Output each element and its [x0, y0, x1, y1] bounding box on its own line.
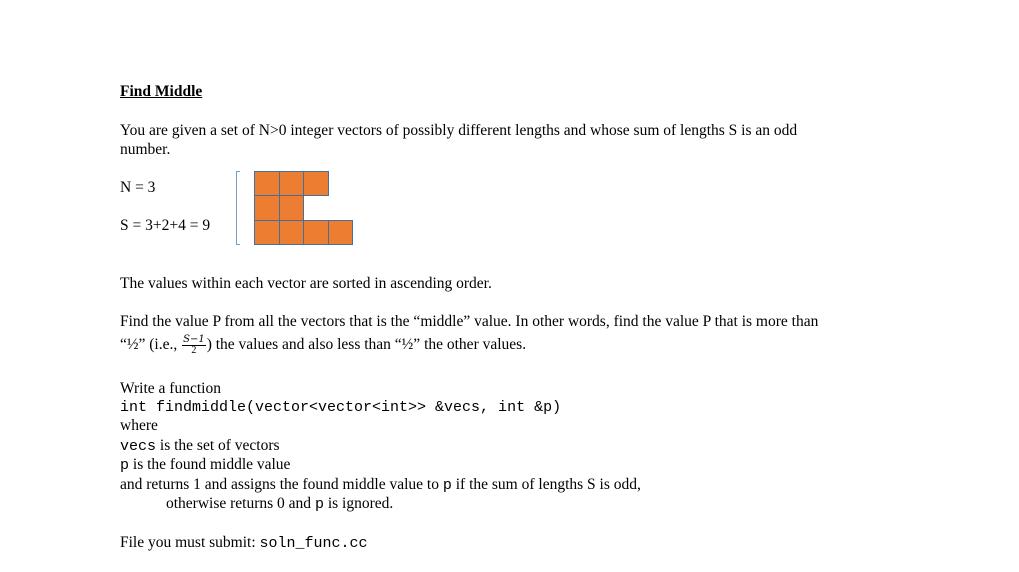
returns-start: and returns 1 and assigns the found middle value to — [120, 476, 443, 493]
vector-3-cell — [254, 220, 280, 245]
otherwise-description — [166, 494, 393, 514]
returns-description — [120, 475, 641, 495]
vector-3-cell — [303, 220, 329, 245]
vector-1-cell — [254, 171, 280, 196]
submit-line — [120, 533, 368, 553]
p-desc: is the found middle value — [129, 456, 291, 473]
fraction-denominator: 2 — [191, 345, 197, 356]
intro-line-1: You are given a set of N>0 integer vectors of possibly different lengths and whose sum of lengths S is an odd — [120, 122, 798, 139]
vector-1-cell — [303, 171, 329, 196]
vector-diagram — [254, 171, 354, 244]
p-description — [120, 455, 290, 475]
write-function-label: Write a function — [120, 380, 221, 397]
returns-end: if the sum of lengths S is odd, — [451, 476, 641, 493]
returns-p-param: p — [442, 477, 452, 494]
submit-filename: soln_func.cc — [259, 535, 368, 552]
find-line-2-start: “½” (i.e., — [120, 336, 182, 354]
vecs-desc: is the set of vectors — [156, 437, 280, 454]
function-signature: int findmiddle(vector<vector<int>> &vecs, int &p) — [120, 399, 562, 416]
where-label: where — [120, 417, 158, 434]
find-line-2-end: ) the values and also less than “½” the other values. — [206, 336, 527, 354]
example-s: S = 3+2+4 = 9 — [120, 217, 211, 234]
example-bracket — [236, 171, 240, 245]
p-param: p — [120, 457, 130, 474]
vector-3-cell — [328, 220, 354, 245]
vector-3-cell — [279, 220, 305, 245]
find-line-1: Find the value P from all the vectors that is the “middle” value. In other words, find the value P that is more than — [120, 313, 819, 330]
otherwise-start: otherwise returns 0 and — [166, 495, 315, 512]
vector-2-cell — [279, 195, 305, 220]
vector-2-cell — [254, 195, 280, 220]
otherwise-end: is ignored. — [323, 495, 394, 512]
vecs-description — [120, 436, 280, 456]
vecs-param: vecs — [120, 438, 157, 455]
otherwise-p-param: p — [314, 496, 324, 513]
fraction-numerator: S−1 — [183, 334, 205, 345]
intro-line-2: number. — [120, 141, 171, 158]
sorted-sentence: The values within each vector are sorted in ascending order. — [120, 275, 492, 292]
submit-label: File you must submit: — [120, 534, 260, 551]
example-n: N = 3 — [120, 179, 156, 196]
fraction-s-minus-1-over-2 — [182, 335, 206, 356]
find-line-2 — [120, 335, 526, 356]
vector-1-cell — [279, 171, 305, 196]
page-title: Find Middle — [120, 83, 203, 100]
